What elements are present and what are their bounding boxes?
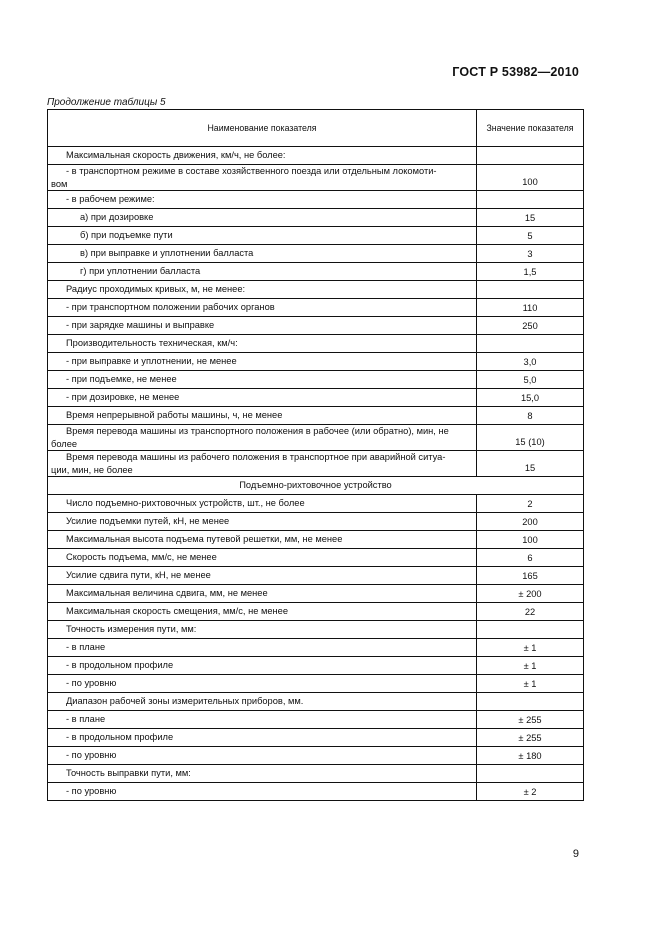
param-value: ± 2 <box>477 783 584 801</box>
param-name-line2: более <box>51 438 78 449</box>
param-value: 200 <box>477 513 584 531</box>
param-value: ± 200 <box>477 585 584 603</box>
param-value: ± 255 <box>477 729 584 747</box>
table-row <box>48 513 584 531</box>
param-name: Усилие подъемки путей, кН, не менее <box>48 513 477 531</box>
param-name: - по уровню <box>48 675 477 693</box>
param-name: - в продольном профиле <box>48 657 477 675</box>
table-row <box>48 603 584 621</box>
table-row <box>48 657 584 675</box>
param-value: 5,0 <box>477 371 584 389</box>
param-value <box>477 281 584 299</box>
param-name: Точность выправки пути, мм: <box>48 765 477 783</box>
param-name: Диапазон рабочей зоны измерительных приборов, мм. <box>48 693 477 711</box>
param-value: 3 <box>477 245 584 263</box>
param-name: - при подъемке, не менее <box>48 371 477 389</box>
param-value: 15 (10) <box>477 425 584 451</box>
section-header-row <box>48 477 584 495</box>
table-row <box>48 389 584 407</box>
table-row <box>48 729 584 747</box>
param-value <box>477 335 584 353</box>
param-name: - по уровню <box>48 783 477 801</box>
param-value: 2 <box>477 495 584 513</box>
param-value: ± 180 <box>477 747 584 765</box>
table-row <box>48 675 584 693</box>
param-name: Максимальная высота подъема путевой решетки, мм, не менее <box>48 531 477 549</box>
param-value: 5 <box>477 227 584 245</box>
param-name-line2: ции, мин, не более <box>51 464 133 475</box>
param-value: 1,5 <box>477 263 584 281</box>
table-row <box>48 783 584 801</box>
param-name: Радиус проходимых кривых, м, не менее: <box>48 281 477 299</box>
param-name-line1: Время перевода машины из транспортного положения в рабочее (или обратно), мин, не <box>66 426 449 436</box>
table-row <box>48 639 584 657</box>
param-name: Максимальная скорость смещения, мм/с, не менее <box>48 603 477 621</box>
page-number: 9 <box>572 848 579 860</box>
param-name: Максимальная скорость движения, км/ч, не более: <box>48 147 477 165</box>
param-value: ± 1 <box>477 639 584 657</box>
table-row <box>48 585 584 603</box>
table-row <box>48 165 584 191</box>
table-row <box>48 451 584 477</box>
param-value <box>477 765 584 783</box>
param-value <box>477 621 584 639</box>
param-name: - по уровню <box>48 747 477 765</box>
param-value: 15 <box>477 209 584 227</box>
param-name-line1: Время перевода машины из рабочего положения в транспортное при аварийной ситуа- <box>66 452 446 462</box>
table-row <box>48 425 584 451</box>
param-value: 8 <box>477 407 584 425</box>
table-row <box>48 407 584 425</box>
table-row <box>48 353 584 371</box>
param-name: Точность измерения пути, мм: <box>48 621 477 639</box>
table-row <box>48 371 584 389</box>
column-header-value: Значение показателя <box>477 110 584 147</box>
param-name-line2: вом <box>51 178 68 189</box>
table-caption: Продолжение таблицы 5 <box>47 97 166 108</box>
table-row <box>48 281 584 299</box>
table-row <box>48 245 584 263</box>
param-value <box>477 147 584 165</box>
param-name: - при транспортном положении рабочих органов <box>48 299 477 317</box>
table-row <box>48 747 584 765</box>
param-value: ± 1 <box>477 657 584 675</box>
param-value <box>477 693 584 711</box>
param-value: 250 <box>477 317 584 335</box>
param-name: - при зарядке машины и выправке <box>48 317 477 335</box>
param-name <box>48 451 477 477</box>
table-row <box>48 711 584 729</box>
param-value: ± 255 <box>477 711 584 729</box>
param-name: в) при выправке и уплотнении балласта <box>48 245 477 263</box>
table-row <box>48 495 584 513</box>
table-row <box>48 531 584 549</box>
param-value: 15 <box>477 451 584 477</box>
param-name: Максимальная величина сдвига, мм, не менее <box>48 585 477 603</box>
param-name-line1: - в транспортном режиме в составе хозяйственного поезда или отдельным локомоти- <box>66 166 437 176</box>
param-name: Усилие сдвига пути, кН, не менее <box>48 567 477 585</box>
param-value: 15,0 <box>477 389 584 407</box>
table-row <box>48 693 584 711</box>
table-row <box>48 227 584 245</box>
param-name: - при выправке и уплотнении, не менее <box>48 353 477 371</box>
param-name: Время непрерывной работы машины, ч, не менее <box>48 407 477 425</box>
table-row <box>48 209 584 227</box>
param-name: б) при подъемке пути <box>48 227 477 245</box>
table-row <box>48 567 584 585</box>
param-name: - в плане <box>48 639 477 657</box>
param-name: - в рабочем режиме: <box>48 191 477 209</box>
table-row <box>48 549 584 567</box>
param-value: 100 <box>477 165 584 191</box>
section-title: Подъемно-рихтовочное устройство <box>48 477 584 495</box>
param-name <box>48 165 477 191</box>
table-row <box>48 147 584 165</box>
standard-code: ГОСТ Р 53982—2010 <box>452 65 579 79</box>
param-value: 165 <box>477 567 584 585</box>
param-name: г) при уплотнении балласта <box>48 263 477 281</box>
param-name: - при дозировке, не менее <box>48 389 477 407</box>
param-value <box>477 191 584 209</box>
param-value: 3,0 <box>477 353 584 371</box>
column-header-name: Наименование показателя <box>48 110 477 147</box>
param-name: а) при дозировке <box>48 209 477 227</box>
param-name: Производительность техническая, км/ч: <box>48 335 477 353</box>
table-row <box>48 335 584 353</box>
specifications-table <box>47 109 584 801</box>
param-value: 6 <box>477 549 584 567</box>
table-row <box>48 765 584 783</box>
table-header-row <box>48 110 584 147</box>
param-value: 110 <box>477 299 584 317</box>
param-name: - в продольном профиле <box>48 729 477 747</box>
table-row <box>48 191 584 209</box>
param-value: 100 <box>477 531 584 549</box>
table-row <box>48 317 584 335</box>
table-row <box>48 263 584 281</box>
param-name <box>48 425 477 451</box>
param-name: Скорость подъема, мм/с, не менее <box>48 549 477 567</box>
param-value: ± 1 <box>477 675 584 693</box>
param-value: 22 <box>477 603 584 621</box>
param-name: Число подъемно-рихтовочных устройств, шт., не более <box>48 495 477 513</box>
table-row <box>48 299 584 317</box>
param-name: - в плане <box>48 711 477 729</box>
table-row <box>48 621 584 639</box>
